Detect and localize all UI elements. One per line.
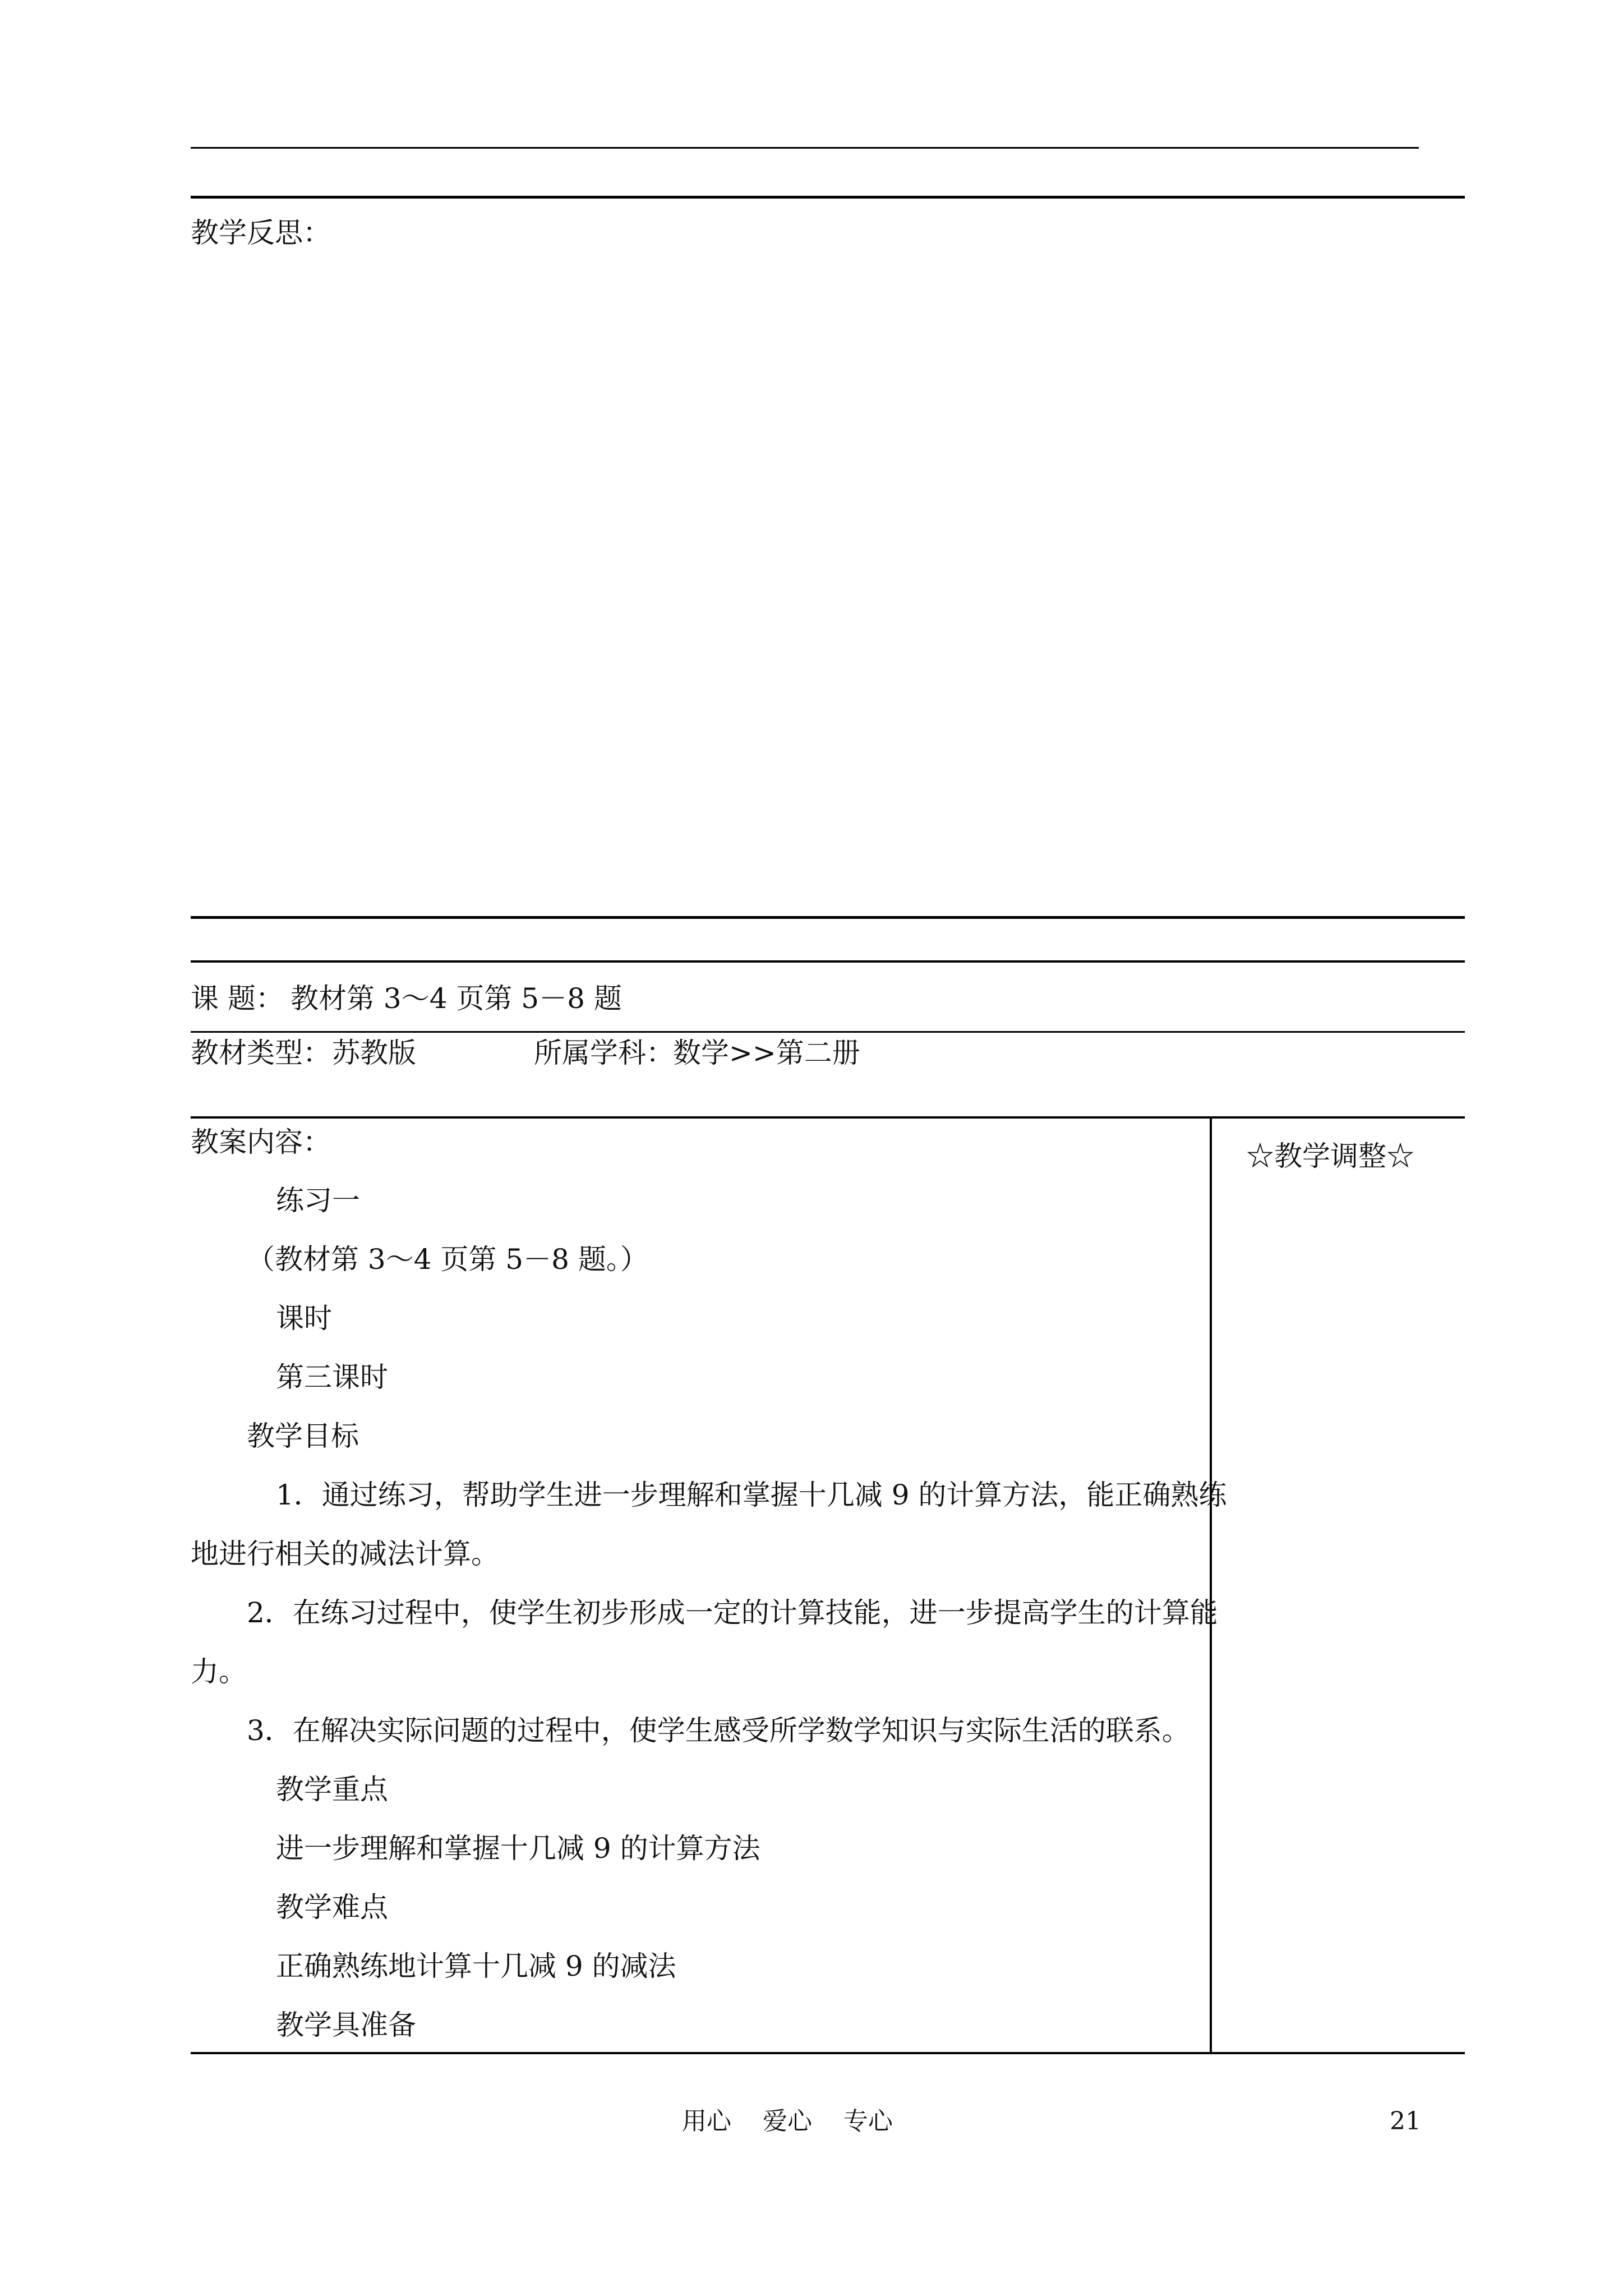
subject-value: 数学>>第二册: [673, 1037, 860, 1069]
plan-line: 教学重点: [276, 1773, 388, 1806]
plan-line: 3．在解决实际问题的过程中，使学生感受所学数学知识与实际生活的联系。: [247, 1714, 1190, 1747]
page-number: 21: [1390, 2107, 1421, 2136]
plan-line: 教学目标: [247, 1420, 359, 1452]
plan-line: 教学难点: [276, 1891, 388, 1924]
lesson-title-label: 课 题：: [191, 982, 284, 1015]
textbook-type-value: 苏教版: [332, 1037, 416, 1069]
plan-top-border: [191, 1116, 1465, 1119]
plan-line: 地进行相关的减法计算。: [191, 1538, 499, 1570]
plan-line: 课时: [276, 1302, 332, 1335]
header-rule: [191, 147, 1419, 149]
plan-bottom-border: [191, 2052, 1465, 2054]
reflection-label: 教学反思：: [191, 217, 331, 249]
lesson-top-border: [191, 960, 1465, 963]
footer-motto: 用心 爱心 专心: [682, 2107, 893, 2136]
textbook-type-label: 教材类型：: [191, 1037, 331, 1069]
lesson-title-value: 教材第 3～4 页第 5－8 题: [291, 982, 622, 1015]
reflection-bottom-border: [191, 916, 1465, 919]
plan-line: 教学具准备: [276, 2009, 416, 2041]
plan-line: （教材第 3～4 页第 5－8 题。）: [247, 1243, 648, 1276]
plan-adjust-label: ☆教学调整☆: [1246, 1140, 1414, 1172]
plan-line: 练习一: [276, 1184, 360, 1217]
title-row-border: [191, 1031, 1465, 1033]
plan-line: 1．通过练习，帮助学生进一步理解和掌握十几减 9 的计算方法，能正确熟练: [276, 1479, 1227, 1511]
plan-line: 2．在练习过程中，使学生初步形成一定的计算技能，进一步提高学生的计算能: [247, 1596, 1218, 1629]
plan-line: 进一步理解和掌握十几减 9 的计算方法: [276, 1832, 760, 1865]
plan-line: 第三课时: [276, 1361, 388, 1393]
plan-content-label: 教案内容：: [191, 1126, 331, 1158]
plan-line: 力。: [191, 1655, 247, 1688]
subject-label: 所属学科：: [534, 1037, 674, 1069]
plan-line: 正确熟练地计算十几减 9 的减法: [276, 1950, 676, 1982]
reflection-top-border: [191, 196, 1465, 199]
plan-column-divider: [1210, 1116, 1212, 2053]
